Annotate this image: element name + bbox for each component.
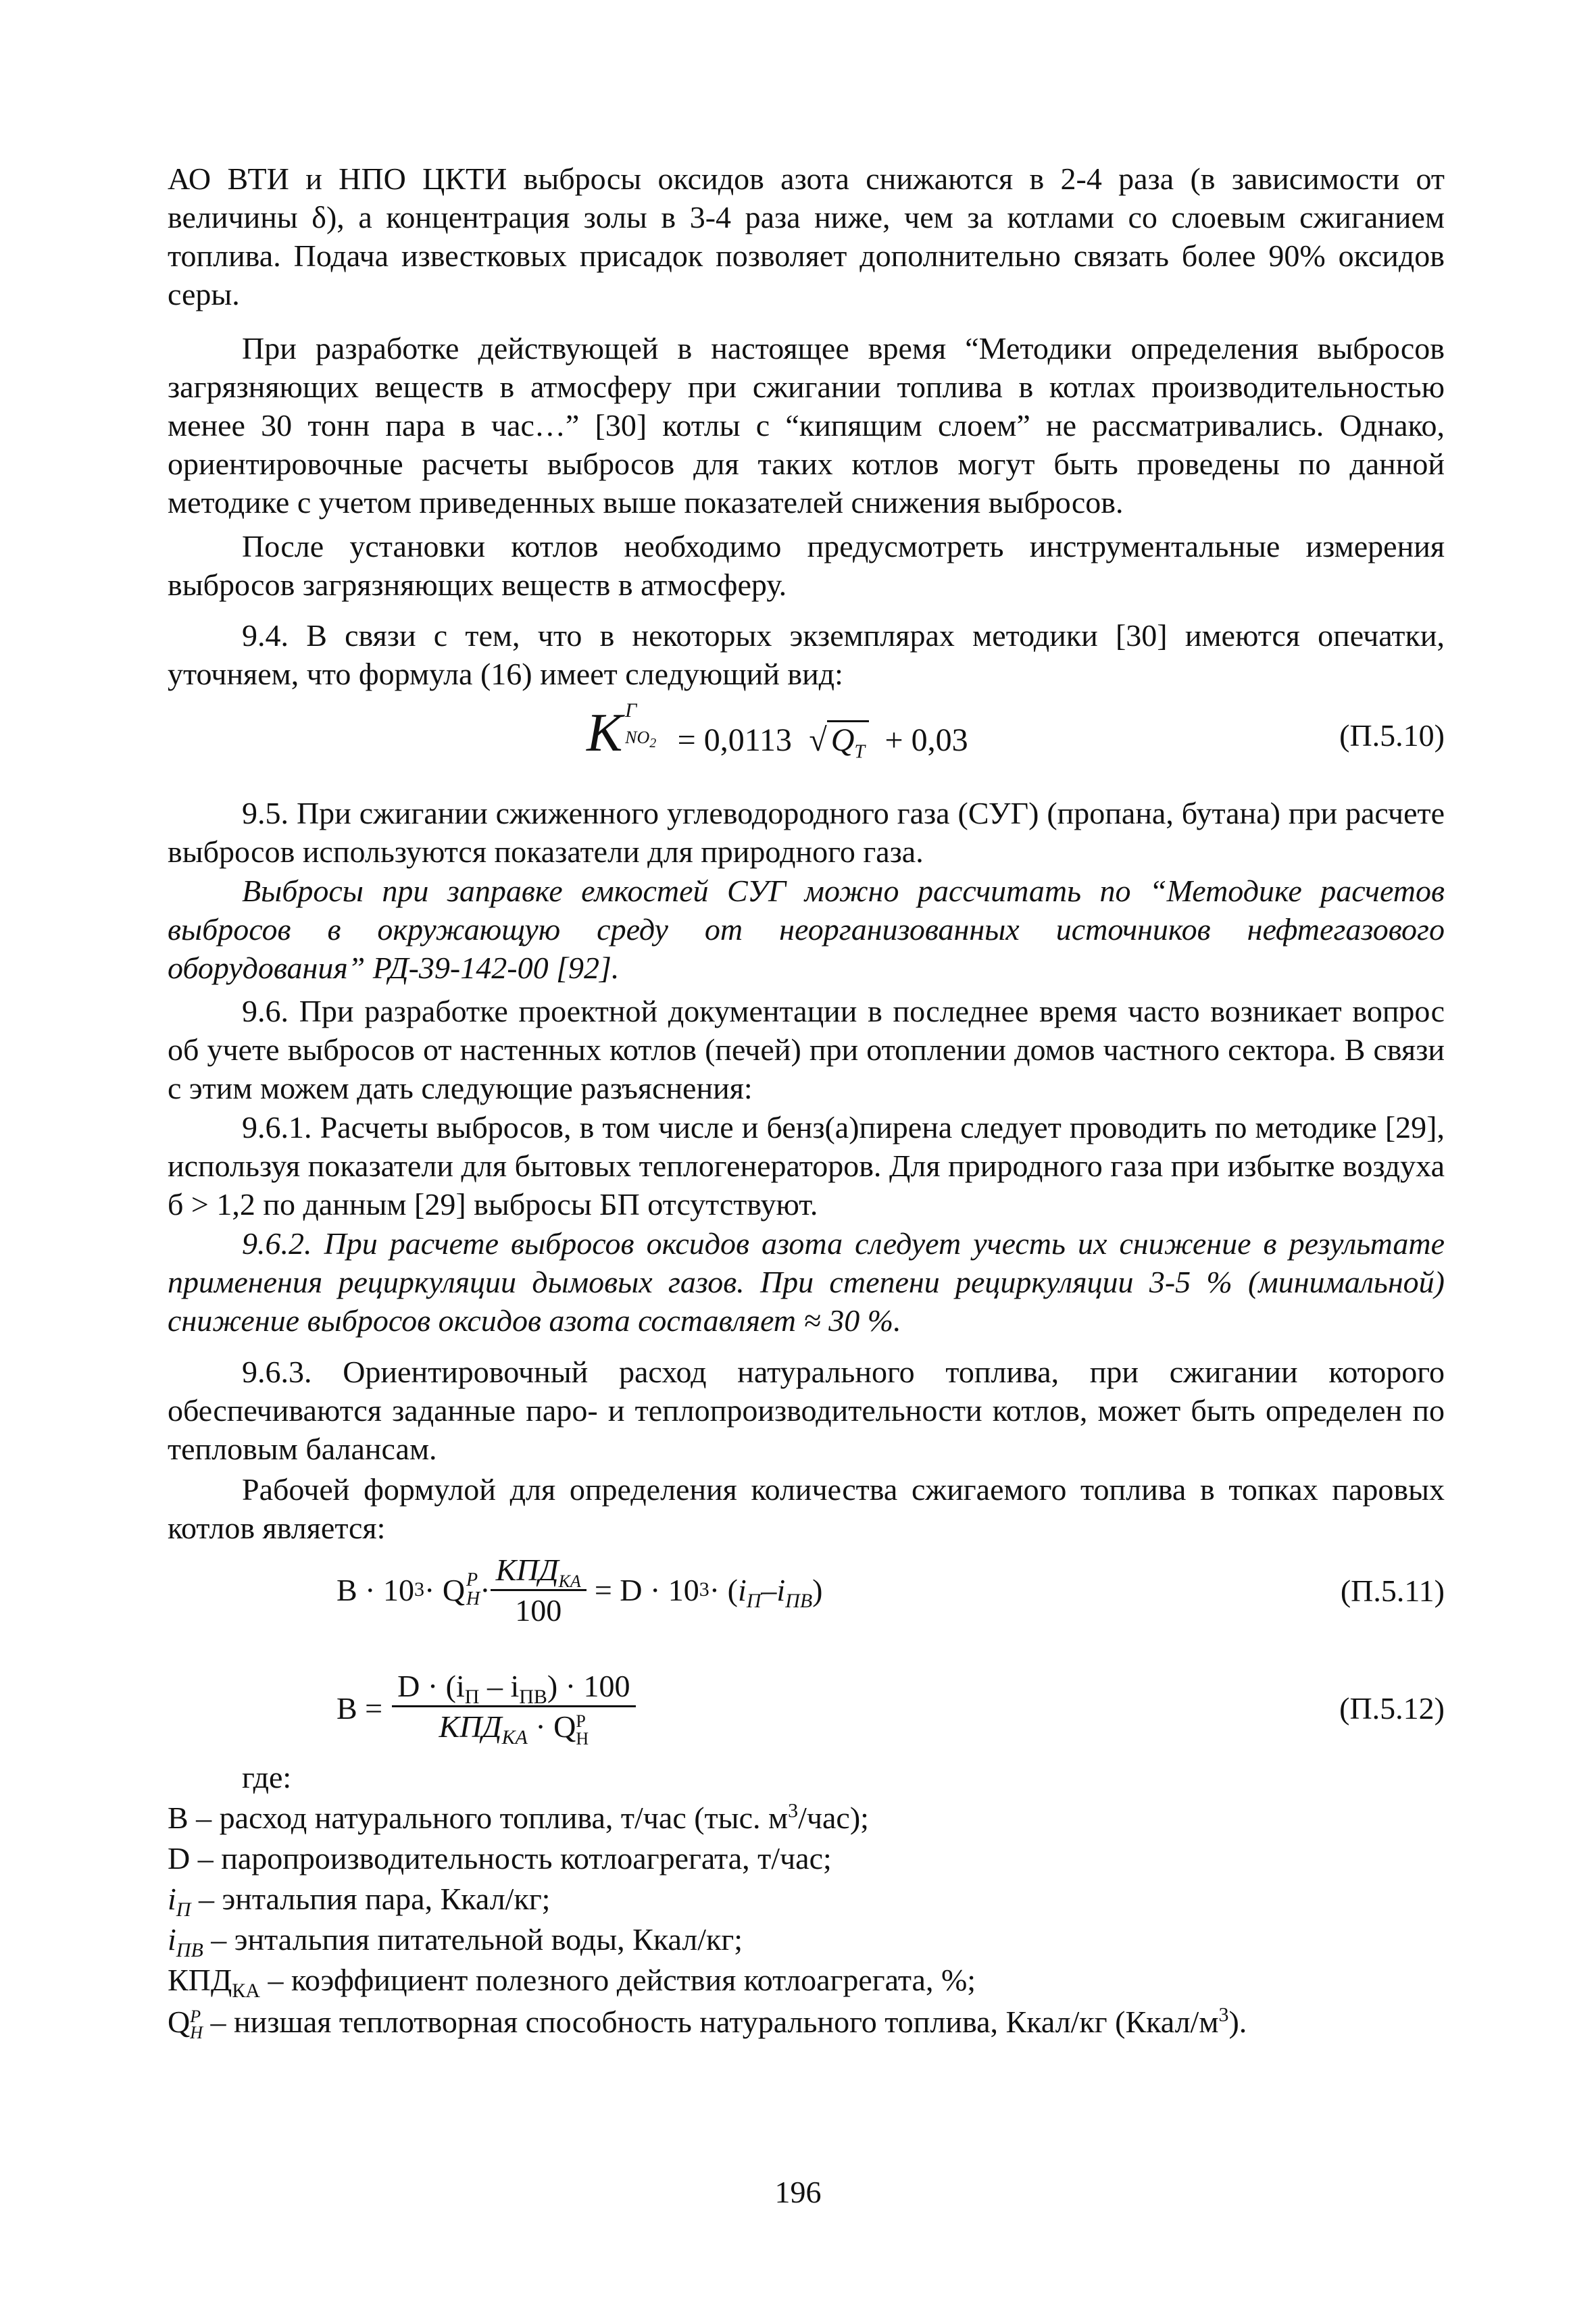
paragraph-lpg-refueling: Выбросы при заправке емкостей СУГ можно рассчитать по “Методике расчетов выбросов в окружающую среду от неорганизованных источников нефтегазового оборудования” РД-39-142-00 [92].	[168, 874, 1445, 985]
numerator-part-c: ) · 100	[547, 1669, 630, 1704]
definition-ipv: $i_{ПВ}$ – энтальпия питательной воды, Ккал/кг;	[168, 1922, 743, 1962]
denominator-q-subscript: H	[576, 1728, 589, 1749]
fraction-denominator: 100	[515, 1592, 562, 1628]
numerator-part-b: – i	[479, 1669, 520, 1704]
formula-paren-open: · (	[709, 1572, 738, 1607]
formula-k-symbol: К	[587, 703, 623, 763]
formula-p5-11	[168, 1546, 1445, 1634]
definition-ip: $i_П$ – энтальпия пара, Ккал/кг;	[168, 1882, 551, 1921]
fraction-numerator-subscript: КА	[558, 1571, 581, 1591]
page-number: 196	[774, 2175, 822, 2209]
formula-i2-subscript: ПВ	[785, 1589, 813, 1612]
formula-p5-12-body	[336, 1661, 636, 1755]
formula-dot: ·	[480, 1572, 491, 1607]
formula-d-term: = D · 10	[594, 1572, 699, 1607]
formula-number-p5-12: (П.5.12)	[1339, 1691, 1445, 1726]
numerator-part-a: D · (i	[397, 1669, 465, 1704]
formula-b-equals: B =	[336, 1690, 383, 1726]
formula-constant: + 0,03	[884, 722, 968, 758]
numerator-sub-1: П	[464, 1686, 480, 1709]
formula-coefficient: = 0,0113	[677, 722, 792, 758]
denominator-q-superscript: P	[576, 1711, 586, 1731]
formula-k-superscript: Г	[625, 699, 637, 722]
formula-p5-10	[168, 699, 1445, 770]
paragraph-working-formula: Рабочей формулой для определения количества сжигаемого топлива в топках паровых котлов является:	[168, 1472, 1445, 1545]
formula-sqrt-q: $Q_T$	[827, 720, 869, 758]
fraction-numerator: КПД	[495, 1552, 559, 1587]
paragraph-methodology: При разработке действующей в настоящее время “Методики определения выбросов загрязняющих веществ в атмосферу при сжигании топлива в котлах производительностью менее 30 тонн пара в час…” [30] котлы с “кипящим слоем” не рассматривались. Однако, ориентировочные расчеты выбросов для таких котлов могут быть проведены по данной методике с учетом приведенных выше показателей снижения выбросов.	[168, 331, 1445, 520]
formula-p5-10-body: К Г $NO_2$ = 0,0113 √ $Q_T + 0,03$	[587, 699, 968, 763]
paragraph-boiler-emissions: АО ВТИ и НПО ЦКТИ выбросы оксидов азота снижаются в 2-4 раза (в зависимости от величины δ), а концентрация золы в 3-4 раза ниже, чем за котлами со слоевым сжиганием топлива. Подача известковых присадок позволяет дополнительно связать более 90% оксидов серы.	[168, 161, 1445, 311]
paragraph-9-6-2: 9.6.2. При расчете выбросов оксидов азота следует учесть их снижение в результате применения рециркуляции дымовых газов. При степени рециркуляции 3-5 % (минимальной) снижение выбросов оксидов азота составляет ≈ 30 %.	[168, 1226, 1445, 1338]
paragraph-instrumental-measurements: После установки котлов необходимо предусмотреть инструментальные измерения выбросов загрязняющих веществ в атмосферу.	[168, 529, 1445, 602]
formula-i1: i	[737, 1572, 747, 1607]
paragraph-9-4: 9.4. В связи с тем, что в некоторых экземплярах методики [30] имеются опечатки, уточняем, что формула (16) имеет следующий вид:	[168, 618, 1445, 691]
definition-b: B – расход натурального топлива, т/час (тыс. $м^3/час$);	[168, 1799, 869, 1835]
definition-d: D – паропроизводительность котлоагрегата, т/час;	[168, 1841, 832, 1876]
formula-fuel-fraction	[392, 1668, 635, 1747]
paragraph-9-6-3: 9.6.3. Ориентировочный расход натурального топлива, при сжигании которого обеспечиваются заданные паро- и теплопроизводительности котлов, может быть определен по тепловым балансам.	[168, 1355, 1445, 1466]
paragraph-9-6-1: 9.6.1. Расчеты выбросов, в том числе и бенз(а)пирена следует проводить по методике [29], используя показатели для бытовых теплогенераторов. Для природного газа при избытке воздуха б > 1,2 по данным [29] выбросы БП отсутствуют.	[168, 1110, 1445, 1222]
formula-q-superscript: P	[466, 1569, 478, 1590]
formula-p5-12	[168, 1661, 1445, 1755]
formula-q-term: · Q	[424, 1572, 466, 1607]
formula-minus: –	[761, 1572, 777, 1607]
formula-paren-close: )	[812, 1572, 823, 1607]
definition-q: Q P H – низшая теплотворная способность натурального топлива, Ккал/кг $(Ккал/м^3)$.	[168, 2003, 1247, 2043]
denominator-efficiency-subscript: КА	[501, 1726, 528, 1749]
formula-q-subscript: H	[466, 1588, 480, 1609]
formula-efficiency-fraction	[491, 1552, 587, 1628]
formula-number-p5-11: (П.5.11)	[1340, 1574, 1445, 1608]
paragraph-9-5: 9.5. При сжигании сжиженного углеводородного газа (СУГ) (пропана, бутана) при расчете выбросов используются показатели для природного газа.	[168, 796, 1445, 869]
formula-p5-11-body: B · 10 3 · Q P H · $\frac{КПД_{КА}}{100}$ = D · 10 3 · ( $i_П$ – $i_{ПВ}$ )	[336, 1552, 823, 1628]
where-label: где:	[242, 1760, 292, 1794]
denominator-efficiency: КПД	[439, 1709, 502, 1744]
numerator-sub-2: ПВ	[519, 1686, 547, 1709]
paragraph-9-6: 9.6. При разработке проектной документации в последнее время часто возникает вопрос об учете выбросов от настенных котлов (печей) при отоплении домов частного сектора. В связи с этим можем дать следующие разъяснения:	[168, 994, 1445, 1105]
formula-i1-subscript: П	[746, 1589, 762, 1612]
formula-k-subscript: $NO_2$	[625, 728, 657, 751]
formula-b-term: B · 10	[336, 1572, 414, 1607]
formula-number-p5-10: (П.5.10)	[1339, 718, 1445, 753]
definition-efficiency: $КПД_{КА}$ – коэффициент полезного действия котлоагрегата, %;	[168, 1963, 976, 2003]
formula-i2: i	[776, 1572, 786, 1607]
denominator-q: · Q	[527, 1709, 576, 1744]
